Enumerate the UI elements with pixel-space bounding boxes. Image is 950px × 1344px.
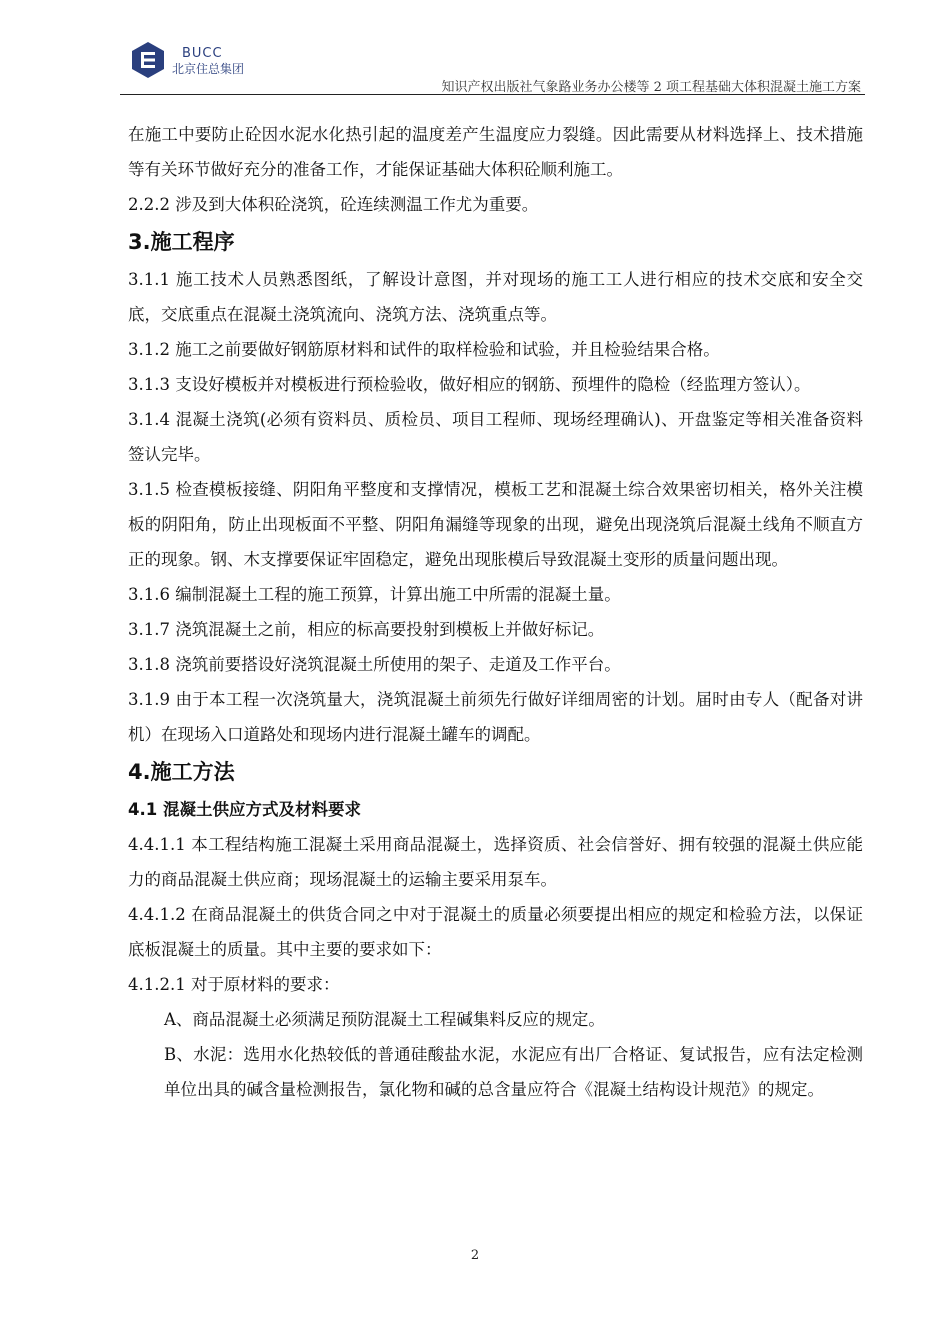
section-heading-3: 3.施工程序 <box>128 230 235 254</box>
list-item: 3.1.5 检查模板接缝、阴阳角平整度和支撑情况，模板工艺和混凝土综合效果密切相关，格外关注模板的阴阳角，防止出现板面不平整、阴阳角漏缝等现象的出现，避免出现浇筑后混凝土线角不顺直方正的现象。钢、木支撑要保证牢固稳定，避免出现胀模后导致混凝土变形的质量问题出现。 <box>128 480 863 569</box>
company-logo <box>128 40 268 80</box>
list-item: 3.1.7 浇筑混凝土之前，相应的标高要投射到模板上并做好标记。 <box>128 620 605 639</box>
list-item: A、商品混凝土必须满足预防混凝土工程碱集料反应的规定。 <box>164 1010 605 1029</box>
list-item: 3.1.3 支设好模板并对模板进行预检验收，做好相应的钢筋、预埋件的隐检（经监理方签认）。 <box>128 375 811 394</box>
logo-text-en: BUCC <box>182 46 223 61</box>
paragraph: 2.2.2 涉及到大体积砼浇筑，砼连续测温工作尤为重要。 <box>128 195 539 214</box>
list-item: 3.1.9 由于本工程一次浇筑量大，浇筑混凝土前须先行做好详细周密的计划。届时由专人（配备对讲机）在现场入口道路处和现场内进行混凝土罐车的调配。 <box>128 690 863 744</box>
bucc-logo-icon <box>128 40 168 80</box>
page-content <box>128 117 863 1107</box>
subsection-heading-4-1: 4.1 混凝土供应方式及材料要求 <box>128 800 361 819</box>
list-item: B、水泥：选用水化热较低的普通硅酸盐水泥，水泥应有出厂合格证、复试报告，应有法定检测单位出具的碱含量检测报告，氯化物和碱的总含量应符合《混凝土结构设计规范》的规定。 <box>164 1045 863 1099</box>
list-item: 3.1.8 浇筑前要搭设好浇筑混凝土所使用的架子、走道及工作平台。 <box>128 655 621 674</box>
list-item: 3.1.4 混凝土浇筑(必须有资料员、质检员、项目工程师、现场经理确认)、开盘鉴定等相关准备资料签认完毕。 <box>128 410 863 464</box>
list-item: 3.1.2 施工之前要做好钢筋原材料和试件的取样检验和试验，并且检验结果合格。 <box>128 340 720 359</box>
section-heading-4: 4.施工方法 <box>128 760 235 784</box>
logo-text-cn: 北京住总集团 <box>172 62 245 76</box>
header-rule <box>120 94 865 95</box>
list-item: 4.4.1.1 本工程结构施工混凝土采用商品混凝土，选择资质、社会信誉好、拥有较强的混凝土供应能力的商品混凝土供应商；现场混凝土的运输主要采用泵车。 <box>128 835 863 889</box>
page-number: 2 <box>470 1248 480 1263</box>
page-header <box>120 38 865 96</box>
document-title: 知识产权出版社气象路业务办公楼等 2 项工程基础大体积混凝土施工方案 <box>441 80 861 95</box>
list-item: 3.1.1 施工技术人员熟悉图纸，了解设计意图，并对现场的施工工人进行相应的技术交底和安全交底，交底重点在混凝土浇筑流向、浇筑方法、浇筑重点等。 <box>128 270 863 324</box>
list-item: 4.1.2.1 对于原材料的要求： <box>128 975 340 994</box>
list-item: 3.1.6 编制混凝土工程的施工预算，计算出施工中所需的混凝土量。 <box>128 585 621 604</box>
paragraph: 在施工中要防止砼因水泥水化热引起的温度差产生温度应力裂缝。因此需要从材料选择上、技术措施等有关环节做好充分的准备工作，才能保证基础大体积砼顺利施工。 <box>128 125 863 179</box>
list-item: 4.4.1.2 在商品混凝土的供货合同之中对于混凝土的质量必须要提出相应的规定和检验方法，以保证底板混凝土的质量。其中主要的要求如下： <box>128 905 863 959</box>
